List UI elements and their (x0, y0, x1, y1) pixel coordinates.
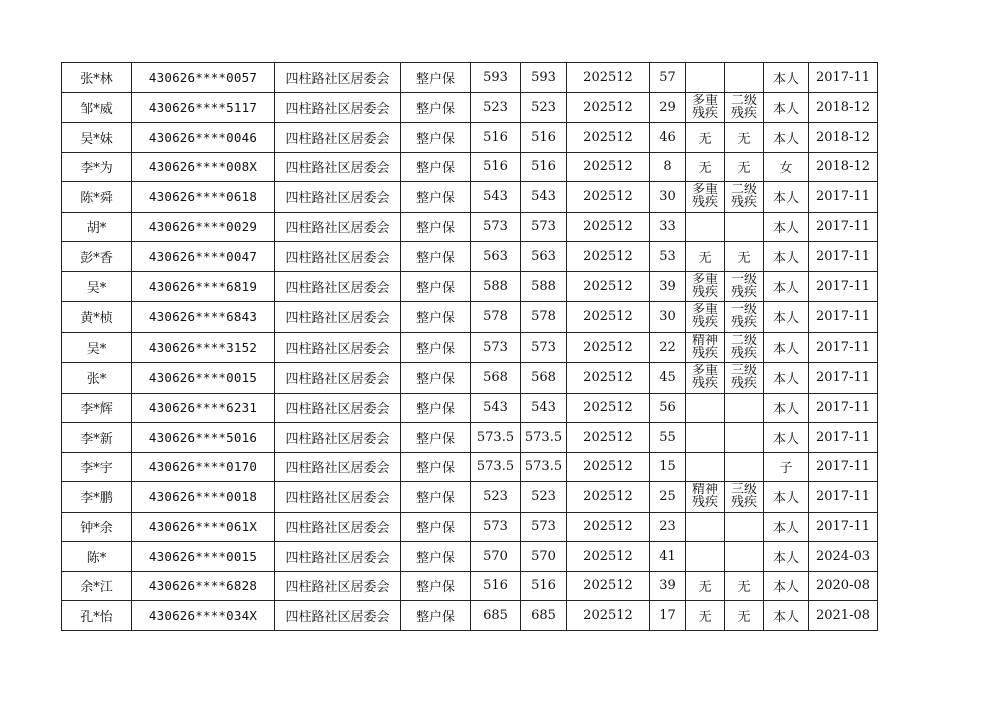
assistance-type-cell: 整户保 (401, 63, 471, 93)
amount-cell: 516 (471, 123, 521, 153)
cell-text: 一级残疾 (730, 272, 757, 299)
age-cell: 55 (650, 423, 686, 453)
table-row (62, 92, 878, 123)
community-cell: 四柱路社区居委会 (275, 212, 401, 242)
disability-level-cell: 无 (725, 242, 764, 272)
amount-total-cell: 523 (521, 482, 567, 513)
period-cell: 202512 (567, 152, 650, 182)
date-cell: 2017-11 (809, 452, 878, 482)
cell-text: 二级残疾 (730, 183, 757, 209)
table-row (62, 571, 878, 601)
disability-level-cell (725, 482, 764, 513)
assistance-type-cell: 整户保 (401, 152, 471, 182)
amount-total-cell: 516 (521, 123, 567, 153)
community-cell: 四柱路社区居委会 (275, 332, 401, 363)
period-cell: 202512 (567, 302, 650, 333)
community-cell: 四柱路社区居委会 (275, 92, 401, 123)
disability-type-cell (686, 63, 725, 93)
age-cell: 45 (650, 363, 686, 394)
amount-cell: 568 (471, 363, 521, 394)
relation-cell: 本人 (764, 182, 809, 213)
age-cell: 53 (650, 242, 686, 272)
cell-text: 多重残疾 (691, 183, 718, 209)
name-cell: 黄*桢 (62, 302, 132, 333)
period-cell: 202512 (567, 601, 650, 631)
name-cell: 吴* (62, 271, 132, 302)
name-cell: 张* (62, 363, 132, 394)
amount-total-cell: 516 (521, 571, 567, 601)
disability-level-cell (725, 271, 764, 302)
period-cell: 202512 (567, 393, 650, 423)
amount-cell: 563 (471, 242, 521, 272)
amount-total-cell: 573.5 (521, 423, 567, 453)
date-cell: 2017-11 (809, 182, 878, 213)
age-cell: 41 (650, 542, 686, 572)
disability-level-cell: 无 (725, 152, 764, 182)
disability-level-cell: 无 (725, 601, 764, 631)
disability-type-cell: 无 (686, 242, 725, 272)
assistance-type-cell: 整户保 (401, 452, 471, 482)
community-cell: 四柱路社区居委会 (275, 63, 401, 93)
table-row (62, 302, 878, 333)
name-cell: 吴* (62, 332, 132, 363)
period-cell: 202512 (567, 423, 650, 453)
disability-type-cell (686, 423, 725, 453)
age-cell: 33 (650, 212, 686, 242)
age-cell: 22 (650, 332, 686, 363)
cell-text: 多重残疾 (691, 272, 718, 299)
disability-type-cell: 无 (686, 152, 725, 182)
name-cell: 邹*威 (62, 92, 132, 123)
name-cell: 李*宇 (62, 452, 132, 482)
table-row (62, 63, 878, 93)
table-row (62, 182, 878, 213)
id-number-cell: 430626****6828 (132, 571, 275, 601)
amount-total-cell: 563 (521, 242, 567, 272)
relation-cell: 本人 (764, 601, 809, 631)
name-cell: 李*为 (62, 152, 132, 182)
disability-level-cell (725, 212, 764, 242)
table-row (62, 123, 878, 153)
table-row (62, 332, 878, 363)
name-cell: 钟*余 (62, 512, 132, 542)
disability-level-cell (725, 512, 764, 542)
assistance-type-cell: 整户保 (401, 393, 471, 423)
id-number-cell: 430626****0015 (132, 363, 275, 394)
table-row (62, 512, 878, 542)
disability-type-cell (686, 452, 725, 482)
amount-cell: 543 (471, 182, 521, 213)
amount-total-cell: 685 (521, 601, 567, 631)
relation-cell: 本人 (764, 271, 809, 302)
amount-total-cell: 573.5 (521, 452, 567, 482)
age-cell: 29 (650, 92, 686, 123)
id-number-cell: 430626****6231 (132, 393, 275, 423)
amount-total-cell: 568 (521, 363, 567, 394)
assistance-type-cell: 整户保 (401, 512, 471, 542)
community-cell: 四柱路社区居委会 (275, 152, 401, 182)
period-cell: 202512 (567, 452, 650, 482)
cell-text: 三级残疾 (730, 483, 757, 509)
id-number-cell: 430626****0046 (132, 123, 275, 153)
period-cell: 202512 (567, 363, 650, 394)
disability-level-cell (725, 393, 764, 423)
disability-type-cell (686, 482, 725, 513)
date-cell: 2024-03 (809, 542, 878, 572)
amount-total-cell: 543 (521, 182, 567, 213)
id-number-cell: 430626****6843 (132, 302, 275, 333)
disability-level-cell (725, 182, 764, 213)
assistance-type-cell: 整户保 (401, 601, 471, 631)
relation-cell: 本人 (764, 482, 809, 513)
date-cell: 2017-11 (809, 271, 878, 302)
name-cell: 张*林 (62, 63, 132, 93)
date-cell: 2017-11 (809, 332, 878, 363)
community-cell: 四柱路社区居委会 (275, 512, 401, 542)
id-number-cell: 430626****5117 (132, 92, 275, 123)
age-cell: 30 (650, 302, 686, 333)
id-number-cell: 430626****3152 (132, 332, 275, 363)
date-cell: 2017-11 (809, 212, 878, 242)
cell-text: 二级残疾 (730, 93, 757, 120)
disability-type-cell (686, 212, 725, 242)
amount-cell: 593 (471, 63, 521, 93)
amount-total-cell: 516 (521, 152, 567, 182)
table-row (62, 242, 878, 272)
period-cell: 202512 (567, 63, 650, 93)
amount-total-cell: 578 (521, 302, 567, 333)
age-cell: 57 (650, 63, 686, 93)
amount-cell: 570 (471, 542, 521, 572)
disability-type-cell (686, 332, 725, 363)
community-cell: 四柱路社区居委会 (275, 393, 401, 423)
period-cell: 202512 (567, 542, 650, 572)
relation-cell: 本人 (764, 212, 809, 242)
period-cell: 202512 (567, 212, 650, 242)
community-cell: 四柱路社区居委会 (275, 482, 401, 513)
table-row (62, 482, 878, 513)
community-cell: 四柱路社区居委会 (275, 363, 401, 394)
amount-cell: 543 (471, 393, 521, 423)
disability-type-cell (686, 182, 725, 213)
disability-level-cell (725, 363, 764, 394)
disability-type-cell: 无 (686, 571, 725, 601)
date-cell: 2017-11 (809, 242, 878, 272)
community-cell: 四柱路社区居委会 (275, 123, 401, 153)
cell-text: 多重残疾 (691, 364, 718, 390)
assistance-type-cell: 整户保 (401, 302, 471, 333)
community-cell: 四柱路社区居委会 (275, 452, 401, 482)
table-row (62, 212, 878, 242)
community-cell: 四柱路社区居委会 (275, 542, 401, 572)
cell-text: 二级残疾 (730, 333, 757, 360)
amount-cell: 573 (471, 512, 521, 542)
cell-text: 多重残疾 (691, 93, 718, 120)
disability-type-cell: 无 (686, 601, 725, 631)
date-cell: 2017-11 (809, 63, 878, 93)
period-cell: 202512 (567, 332, 650, 363)
community-cell: 四柱路社区居委会 (275, 601, 401, 631)
assistance-type-cell: 整户保 (401, 271, 471, 302)
disability-type-cell (686, 542, 725, 572)
disability-level-cell (725, 452, 764, 482)
amount-total-cell: 543 (521, 393, 567, 423)
period-cell: 202512 (567, 92, 650, 123)
assistance-type-cell: 整户保 (401, 332, 471, 363)
name-cell: 胡* (62, 212, 132, 242)
disability-level-cell: 无 (725, 123, 764, 153)
id-number-cell: 430626****0029 (132, 212, 275, 242)
assistance-type-cell: 整户保 (401, 123, 471, 153)
amount-total-cell: 523 (521, 92, 567, 123)
cell-text: 一级残疾 (730, 303, 757, 329)
relation-cell: 本人 (764, 512, 809, 542)
assistance-type-cell: 整户保 (401, 92, 471, 123)
age-cell: 39 (650, 271, 686, 302)
date-cell: 2017-11 (809, 423, 878, 453)
table-row (62, 601, 878, 631)
date-cell: 2017-11 (809, 363, 878, 394)
table-row (62, 423, 878, 453)
relation-cell: 本人 (764, 393, 809, 423)
id-number-cell: 430626****008X (132, 152, 275, 182)
relation-cell: 本人 (764, 92, 809, 123)
cell-text: 精神残疾 (691, 483, 718, 509)
disability-type-cell: 无 (686, 123, 725, 153)
table-row (62, 452, 878, 482)
date-cell: 2017-11 (809, 512, 878, 542)
name-cell: 陈* (62, 542, 132, 572)
period-cell: 202512 (567, 482, 650, 513)
date-cell: 2017-11 (809, 393, 878, 423)
age-cell: 39 (650, 571, 686, 601)
table-row (62, 152, 878, 182)
relation-cell: 本人 (764, 63, 809, 93)
relation-cell: 子 (764, 452, 809, 482)
age-cell: 15 (650, 452, 686, 482)
disability-level-cell (725, 92, 764, 123)
id-number-cell: 430626****0015 (132, 542, 275, 572)
period-cell: 202512 (567, 512, 650, 542)
date-cell: 2020-08 (809, 571, 878, 601)
name-cell: 陈*舜 (62, 182, 132, 213)
age-cell: 25 (650, 482, 686, 513)
age-cell: 23 (650, 512, 686, 542)
name-cell: 彭*香 (62, 242, 132, 272)
community-cell: 四柱路社区居委会 (275, 302, 401, 333)
assistance-type-cell: 整户保 (401, 182, 471, 213)
date-cell: 2018-12 (809, 92, 878, 123)
disability-type-cell (686, 302, 725, 333)
amount-total-cell: 570 (521, 542, 567, 572)
relation-cell: 本人 (764, 332, 809, 363)
age-cell: 30 (650, 182, 686, 213)
period-cell: 202512 (567, 182, 650, 213)
assistance-type-cell: 整户保 (401, 242, 471, 272)
period-cell: 202512 (567, 242, 650, 272)
id-number-cell: 430626****034X (132, 601, 275, 631)
name-cell: 吴*妹 (62, 123, 132, 153)
community-cell: 四柱路社区居委会 (275, 182, 401, 213)
disability-level-cell (725, 542, 764, 572)
date-cell: 2018-12 (809, 152, 878, 182)
table-row (62, 271, 878, 302)
age-cell: 46 (650, 123, 686, 153)
id-number-cell: 430626****6819 (132, 271, 275, 302)
relation-cell: 本人 (764, 571, 809, 601)
assistance-type-cell: 整户保 (401, 363, 471, 394)
amount-cell: 573.5 (471, 423, 521, 453)
amount-total-cell: 588 (521, 271, 567, 302)
disability-level-cell (725, 332, 764, 363)
relation-cell: 本人 (764, 363, 809, 394)
disability-type-cell (686, 363, 725, 394)
id-number-cell: 430626****061X (132, 512, 275, 542)
community-cell: 四柱路社区居委会 (275, 571, 401, 601)
community-cell: 四柱路社区居委会 (275, 423, 401, 453)
relation-cell: 本人 (764, 123, 809, 153)
table-row (62, 542, 878, 572)
amount-cell: 573.5 (471, 452, 521, 482)
name-cell: 李*鹏 (62, 482, 132, 513)
id-number-cell: 430626****0018 (132, 482, 275, 513)
period-cell: 202512 (567, 271, 650, 302)
amount-cell: 516 (471, 571, 521, 601)
disability-level-cell (725, 302, 764, 333)
cell-text: 三级残疾 (730, 364, 757, 390)
age-cell: 56 (650, 393, 686, 423)
assistance-type-cell: 整户保 (401, 571, 471, 601)
age-cell: 17 (650, 601, 686, 631)
amount-cell: 685 (471, 601, 521, 631)
name-cell: 孔*怡 (62, 601, 132, 631)
assistance-recipients-table (61, 62, 878, 631)
amount-cell: 588 (471, 271, 521, 302)
assistance-type-cell: 整户保 (401, 542, 471, 572)
amount-total-cell: 573 (521, 332, 567, 363)
amount-cell: 523 (471, 92, 521, 123)
amount-cell: 578 (471, 302, 521, 333)
relation-cell: 本人 (764, 542, 809, 572)
assistance-type-cell: 整户保 (401, 212, 471, 242)
date-cell: 2021-08 (809, 601, 878, 631)
name-cell: 李*辉 (62, 393, 132, 423)
id-number-cell: 430626****5016 (132, 423, 275, 453)
disability-type-cell (686, 92, 725, 123)
amount-cell: 523 (471, 482, 521, 513)
disability-level-cell (725, 63, 764, 93)
period-cell: 202512 (567, 123, 650, 153)
disability-type-cell (686, 393, 725, 423)
cell-text: 精神残疾 (691, 333, 718, 360)
relation-cell: 本人 (764, 423, 809, 453)
id-number-cell: 430626****0047 (132, 242, 275, 272)
community-cell: 四柱路社区居委会 (275, 242, 401, 272)
community-cell: 四柱路社区居委会 (275, 271, 401, 302)
table-row (62, 363, 878, 394)
amount-total-cell: 573 (521, 512, 567, 542)
period-cell: 202512 (567, 571, 650, 601)
date-cell: 2017-11 (809, 302, 878, 333)
amount-total-cell: 573 (521, 212, 567, 242)
id-number-cell: 430626****0618 (132, 182, 275, 213)
disability-type-cell (686, 271, 725, 302)
amount-cell: 573 (471, 212, 521, 242)
relation-cell: 本人 (764, 302, 809, 333)
name-cell: 李*新 (62, 423, 132, 453)
assistance-type-cell: 整户保 (401, 423, 471, 453)
name-cell: 余*江 (62, 571, 132, 601)
amount-total-cell: 593 (521, 63, 567, 93)
relation-cell: 本人 (764, 242, 809, 272)
date-cell: 2017-11 (809, 482, 878, 513)
date-cell: 2018-12 (809, 123, 878, 153)
disability-type-cell (686, 512, 725, 542)
table-row (62, 393, 878, 423)
relation-cell: 女 (764, 152, 809, 182)
disability-level-cell (725, 423, 764, 453)
disability-level-cell: 无 (725, 571, 764, 601)
id-number-cell: 430626****0057 (132, 63, 275, 93)
amount-cell: 573 (471, 332, 521, 363)
assistance-type-cell: 整户保 (401, 482, 471, 513)
cell-text: 多重残疾 (691, 303, 718, 329)
id-number-cell: 430626****0170 (132, 452, 275, 482)
age-cell: 8 (650, 152, 686, 182)
amount-cell: 516 (471, 152, 521, 182)
